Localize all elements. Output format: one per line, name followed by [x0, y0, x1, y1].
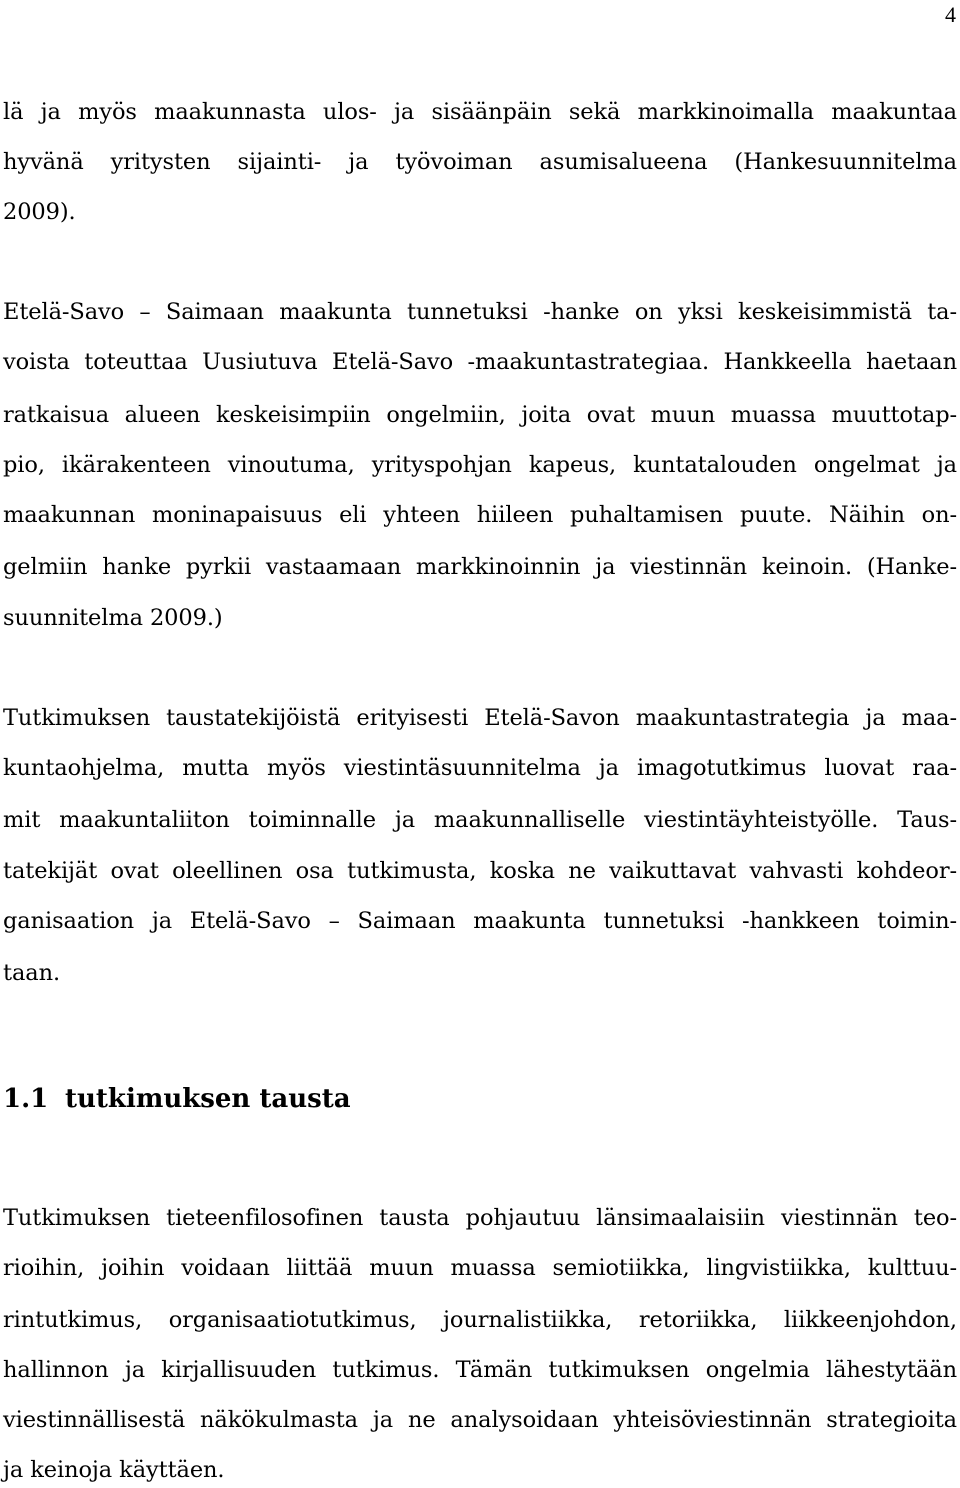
text-line: kuntaohjelma, mutta myös viestintäsuunnitelma ja imagotutkimus luovat raa-: [3, 755, 957, 781]
text-line: tatekijät ovat oleellinen osa tutkimusta, koska ne vaikuttavat vahvasti kohdeor-: [3, 858, 957, 884]
section-number: 1.1: [3, 1084, 49, 1114]
text-line: voista toteuttaa Uusiutuva Etelä-Savo -maakuntastrategiaa. Hankkeella haetaan: [3, 349, 957, 375]
text-line: Tutkimuksen taustatekijöistä erityisesti Etelä-Savon maakuntastrategia ja maa-: [3, 705, 957, 731]
text-line: viestinnällisestä näkökulmasta ja ne analysoidaan yhteisöviestinnän strategioita: [3, 1407, 957, 1433]
text-line: maakunnan moninapaisuus eli yhteen hiileen puhaltamisen puute. Näihin on-: [3, 502, 957, 528]
section-title: tutkimuksen tausta: [65, 1084, 351, 1114]
text-line: ratkaisua alueen keskeisimpiin ongelmiin, joita ovat muun muassa muuttotap-: [3, 402, 957, 428]
text-line: suunnitelma 2009.): [3, 605, 223, 631]
page-number: 4: [945, 2, 956, 27]
text-line: ganisaation ja Etelä-Savo – Saimaan maakunta tunnetuksi -hankkeen toimin-: [3, 908, 957, 934]
text-line: hyvänä yritysten sijainti- ja työvoiman asumisalueena (Hankesuunnitelma: [3, 149, 957, 175]
text-line: rioihin, joihin voidaan liittää muun muassa semiotiikka, lingvistiikka, kulttuu-: [3, 1255, 957, 1281]
text-line: rintutkimus, organisaatiotutkimus, journalistiikka, retoriikka, liikkeenjohdon,: [3, 1307, 957, 1333]
text-line: pio, ikärakenteen vinoutuma, yrityspohjan kapeus, kuntatalouden ongelmat ja: [3, 452, 957, 478]
text-line: hallinnon ja kirjallisuuden tutkimus. Tämän tutkimuksen ongelmia lähestytään: [3, 1357, 957, 1383]
text-line: Etelä-Savo – Saimaan maakunta tunnetuksi -hanke on yksi keskeisimmistä ta-: [3, 299, 957, 325]
text-line: mit maakuntaliiton toiminnalle ja maakunnalliselle viestintäyhteistyölle. Taus-: [3, 807, 957, 833]
text-line: ja keinoja käyttäen.: [3, 1457, 225, 1483]
section-heading: [3, 1082, 351, 1116]
text-line: gelmiin hanke pyrkii vastaamaan markkinoinnin ja viestinnän keinoin. (Hanke-: [3, 554, 957, 580]
text-line: taan.: [3, 960, 61, 986]
text-line: 2009).: [3, 199, 76, 225]
text-line: lä ja myös maakunnasta ulos- ja sisäänpäin sekä markkinoimalla maakuntaa: [3, 99, 957, 125]
text-line: Tutkimuksen tieteenfilosofinen tausta pohjautuu länsimaalaisiin viestinnän teo-: [3, 1205, 957, 1231]
